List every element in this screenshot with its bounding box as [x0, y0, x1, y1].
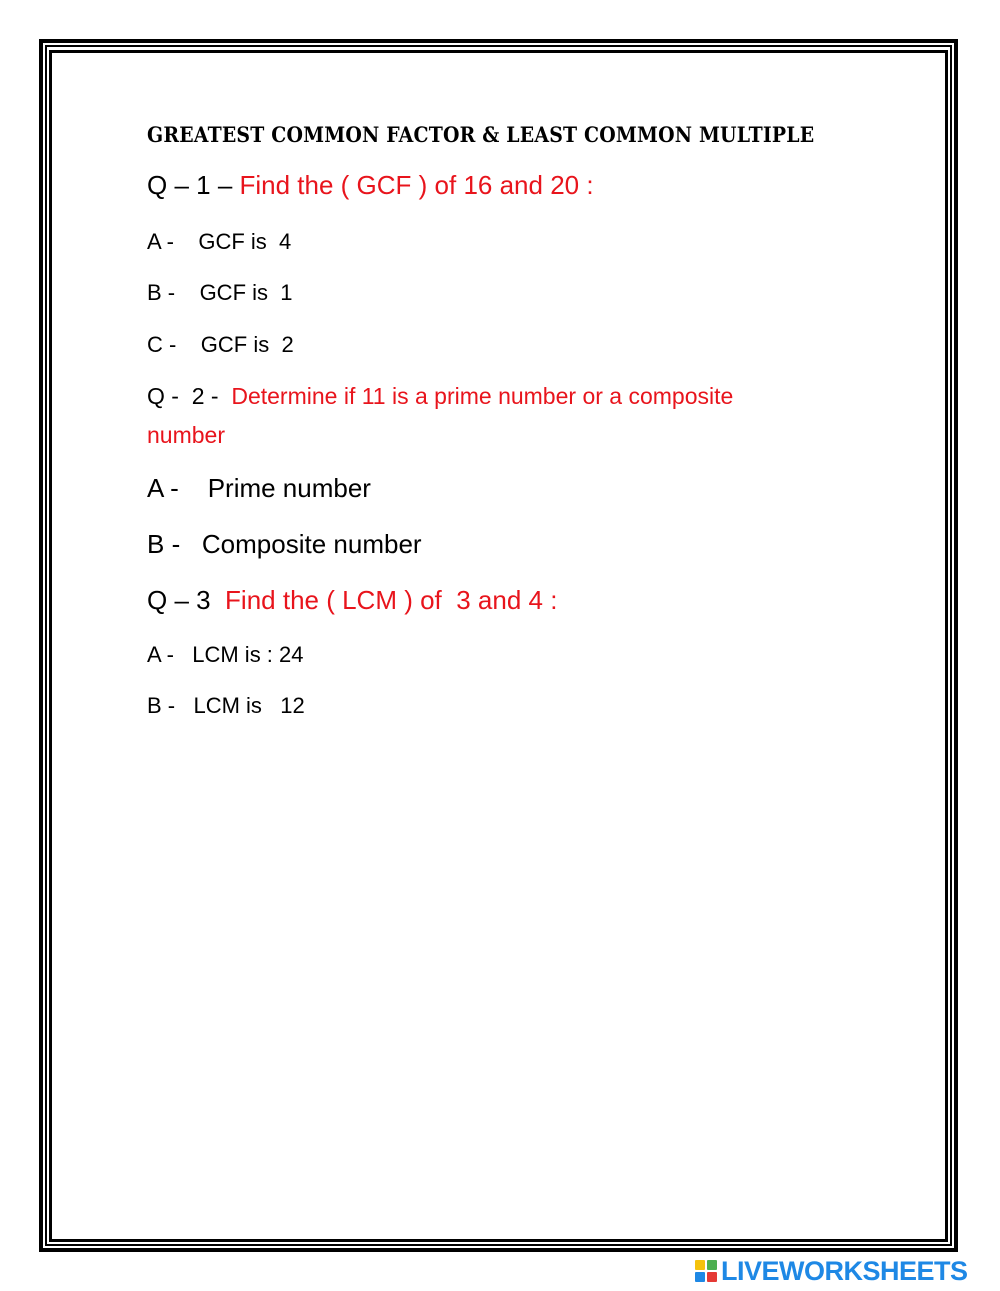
option-prefix: B -	[147, 529, 202, 559]
question-3-option-b[interactable]	[147, 693, 305, 719]
question-2	[147, 383, 733, 410]
question-1-option-a[interactable]	[147, 229, 291, 255]
option-prefix: C -	[147, 332, 201, 357]
question-3	[147, 585, 557, 616]
worksheet-title: GREATEST COMMON FACTOR & LEAST COMMON MULTIPLE	[147, 122, 815, 147]
option-prefix: B -	[147, 693, 194, 718]
brand-name: LIVEWORKSHEETS	[721, 1255, 968, 1286]
question-1-option-b[interactable]	[147, 280, 292, 306]
question-3-option-a[interactable]	[147, 642, 304, 668]
option-text: Composite number	[201, 529, 422, 559]
option-text: GCF is 1	[199, 280, 293, 305]
question-1	[147, 170, 594, 201]
question-2-option-b[interactable]	[147, 529, 422, 560]
question-2-text-continued: number	[147, 422, 225, 448]
option-text: GCF is 2	[200, 332, 294, 357]
question-3-prefix: Q – 3	[147, 585, 226, 615]
option-prefix: A -	[147, 229, 199, 254]
question-1-option-c[interactable]	[147, 332, 294, 358]
option-text: LCM is 12	[193, 693, 305, 718]
option-text: GCF is 4	[198, 229, 292, 254]
question-3-text: Find the ( LCM ) of 3 and 4 :	[225, 585, 558, 615]
option-text: LCM is : 24	[192, 642, 304, 667]
liveworksheets-brand[interactable]	[695, 1254, 968, 1288]
question-2-option-a[interactable]	[147, 473, 371, 504]
option-text: Prime number	[207, 473, 371, 503]
question-2-prefix: Q - 2 -	[147, 383, 232, 409]
question-1-prefix: Q – 1 –	[147, 170, 240, 200]
option-prefix: A -	[147, 642, 193, 667]
question-2-text: Determine if 11 is a prime number or a composite	[231, 383, 734, 409]
option-prefix: B -	[147, 280, 200, 305]
question-1-text: Find the ( GCF ) of 16 and 20 :	[239, 170, 594, 200]
liveworksheets-logo-icon	[695, 1260, 717, 1282]
option-prefix: A -	[147, 473, 208, 503]
